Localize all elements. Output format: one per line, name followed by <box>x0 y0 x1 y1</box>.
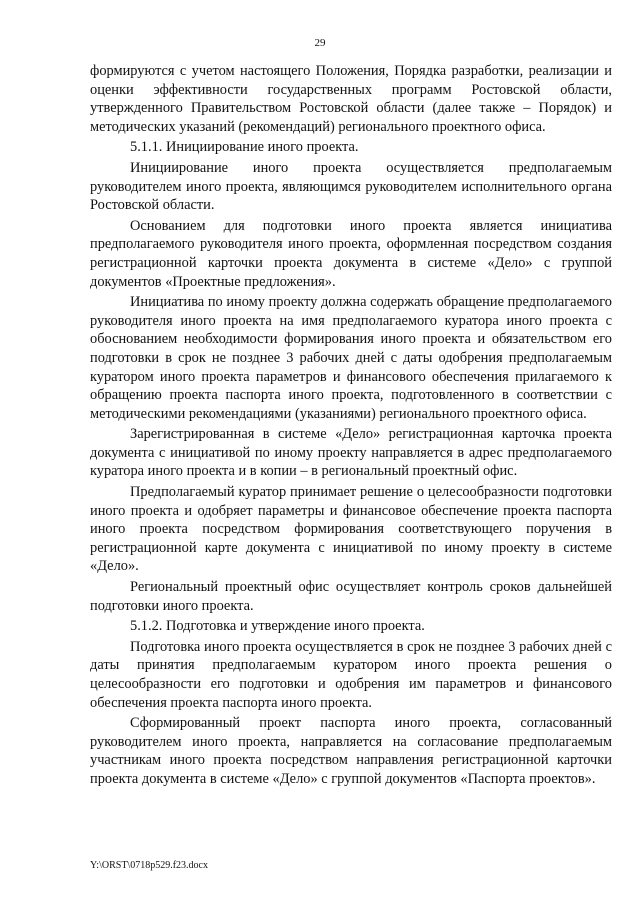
paragraph: Инициатива по иному проекту должна содержать обращение предполагаемого руководителя иного проекта на имя предполагаемого куратора иного проекта с обоснованием необходимости формирования иного проекта и обязательством его подготовки в срок не позднее 3 рабочих дней с даты одобрения предполагаемым куратором иного проекта параметров и финансового обеспечения прилагаемого к обращению проекта паспорта иного проекта, подготовленного в соответствии с методическими рекомендациями (указаниями) регионального проектного офиса. <box>90 294 612 422</box>
paragraph: Зарегистрированная в системе «Дело» регистрационная карточка проекта документа с инициативой по иному проекту направляется в адрес предполагаемого куратора иного проекта и в копии – в региональный проектный офис. <box>90 426 612 480</box>
paragraph: Региональный проектный офис осуществляет контроль сроков дальнейшей подготовки иного проекта. <box>90 579 612 614</box>
paragraph: Подготовка иного проекта осуществляется в срок не позднее 3 рабочих дней с даты принятия предполагаемым куратором иного проекта решения о целесообразности его подготовки и одобрения им параметров и финансового обеспечения проекта паспорта иного проекта. <box>90 638 612 711</box>
footer-file-path: Y:\ORST\0718p529.f23.docx <box>90 860 208 871</box>
paragraph: Инициирование иного проекта осуществляется предполагаемым руководителем иного проекта, являющимся руководителем исполнительного органа Ростовской области. <box>90 159 612 214</box>
document-body <box>90 62 612 791</box>
paragraph: формируются с учетом настоящего Положения, Порядка разработки, реализации и оценки эффективности государственных программ Ростовской области, утвержденного Правительством Ростовской области (далее также – Порядок) и методических указаний (рекомендаций) регионального проектного офиса. <box>90 63 612 135</box>
section-heading-5-1-1: 5.1.1. Инициирование иного проекта. <box>130 139 359 156</box>
section-heading-5-1-2: 5.1.2. Подготовка и утверждение иного проекта. <box>130 618 425 635</box>
paragraph: Сформированный проект паспорта иного проекта, согласованный руководителем иного проекта, направляется на согласование предполагаемым участникам иного проекта посредством направления регистрационной карточки проекта документа в системе «Дело» с группой документов «Паспорта проектов». <box>90 715 612 787</box>
paragraph: Основанием для подготовки иного проекта является инициатива предполагаемого руководителя иного проекта, оформленная посредством создания регистрационной карточки проекта документа в системе «Дело» с группой документов «Проектные предложения». <box>90 217 612 290</box>
paragraph: Предполагаемый куратор принимает решение о целесообразности подготовки иного проекта и одобряет параметры и финансовое обеспечение проекта паспорта иного проекта посредством формирования соответствующего поручения в регистрационной карте документа с инициативой по иному проекту в системе «Дело». <box>90 484 612 575</box>
page-number: 29 <box>314 37 326 49</box>
